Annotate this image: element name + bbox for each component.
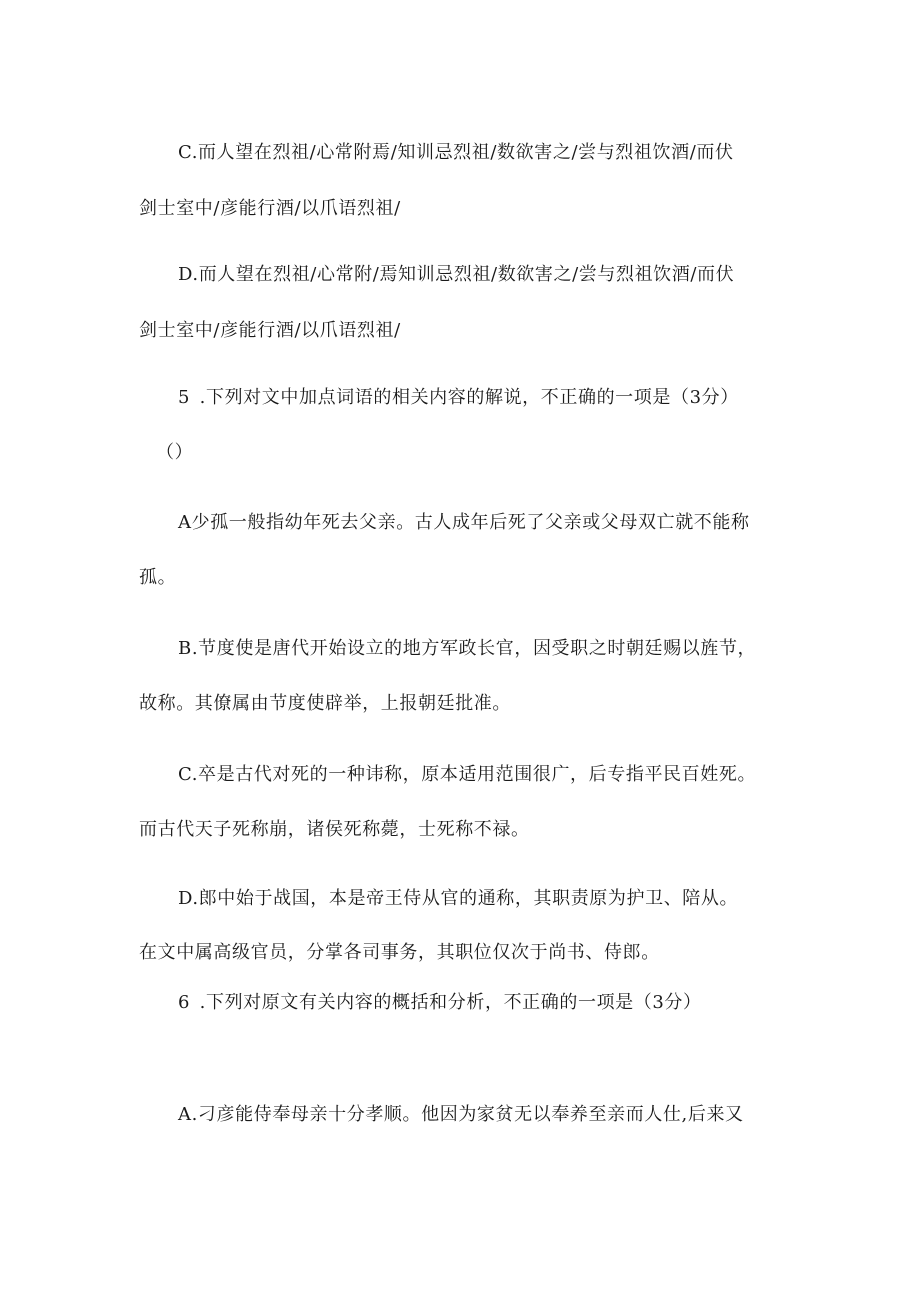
q5-option-b-line1: B.节度使是唐代开始设立的地方军政长官，因受职之时朝廷赐以旌节，	[178, 638, 757, 659]
q4-option-d-line2: 剑士室中/彦能行酒/以爪语烈祖/	[139, 320, 401, 341]
q5-option-a-line2: 孤。	[139, 567, 177, 588]
q5-option-c-line2: 而古代天子死称崩，诸侯死称薨，士死称不禄。	[139, 819, 530, 840]
q4-option-c-line1: C.而人望在烈祖/心常附焉/知训忌烈祖/数欲害之/尝与烈祖饮酒/而伏	[178, 142, 734, 163]
q4-option-d-line1: D.而人望在烈祖/心常附/焉知训忌烈祖/数欲害之/尝与烈祖饮酒/而伏	[178, 264, 735, 285]
q5-option-c-line1: C.卒是古代对死的一种讳称，原本适用范围很广，后专指平民百姓死。	[178, 764, 757, 785]
q6-stem: 6 .下列对原文有关内容的概括和分析，不正确的一项是（3分）	[178, 992, 702, 1013]
q5-option-d-line2: 在文中属高级官员，分掌各司事务，其职位仅次于尚书、侍郎。	[139, 942, 660, 963]
q5-option-d-line1: D.郎中始于战国，本是帝王侍从官的通称，其职责原为护卫、陪从。	[178, 888, 739, 909]
q5-option-b-line2: 故称。其僚属由节度使辟举，上报朝廷批准。	[139, 693, 511, 714]
q6-option-a-line1: A.刁彦能侍奉母亲十分孝顺。他因为家贫无以奉养至亲而人仕,后来又	[178, 1104, 744, 1125]
q5-answer-blank: （）	[156, 442, 194, 463]
q4-option-c-line2: 剑士室中/彦能行酒/以爪语烈祖/	[139, 198, 401, 219]
q5-stem: 5 .下列对文中加点词语的相关内容的解说，不正确的一项是（3分）	[178, 387, 739, 408]
q5-option-a-line1: A少孤一般指幼年死去父亲。古人成年后死了父亲或父母双亡就不能称	[178, 512, 750, 533]
